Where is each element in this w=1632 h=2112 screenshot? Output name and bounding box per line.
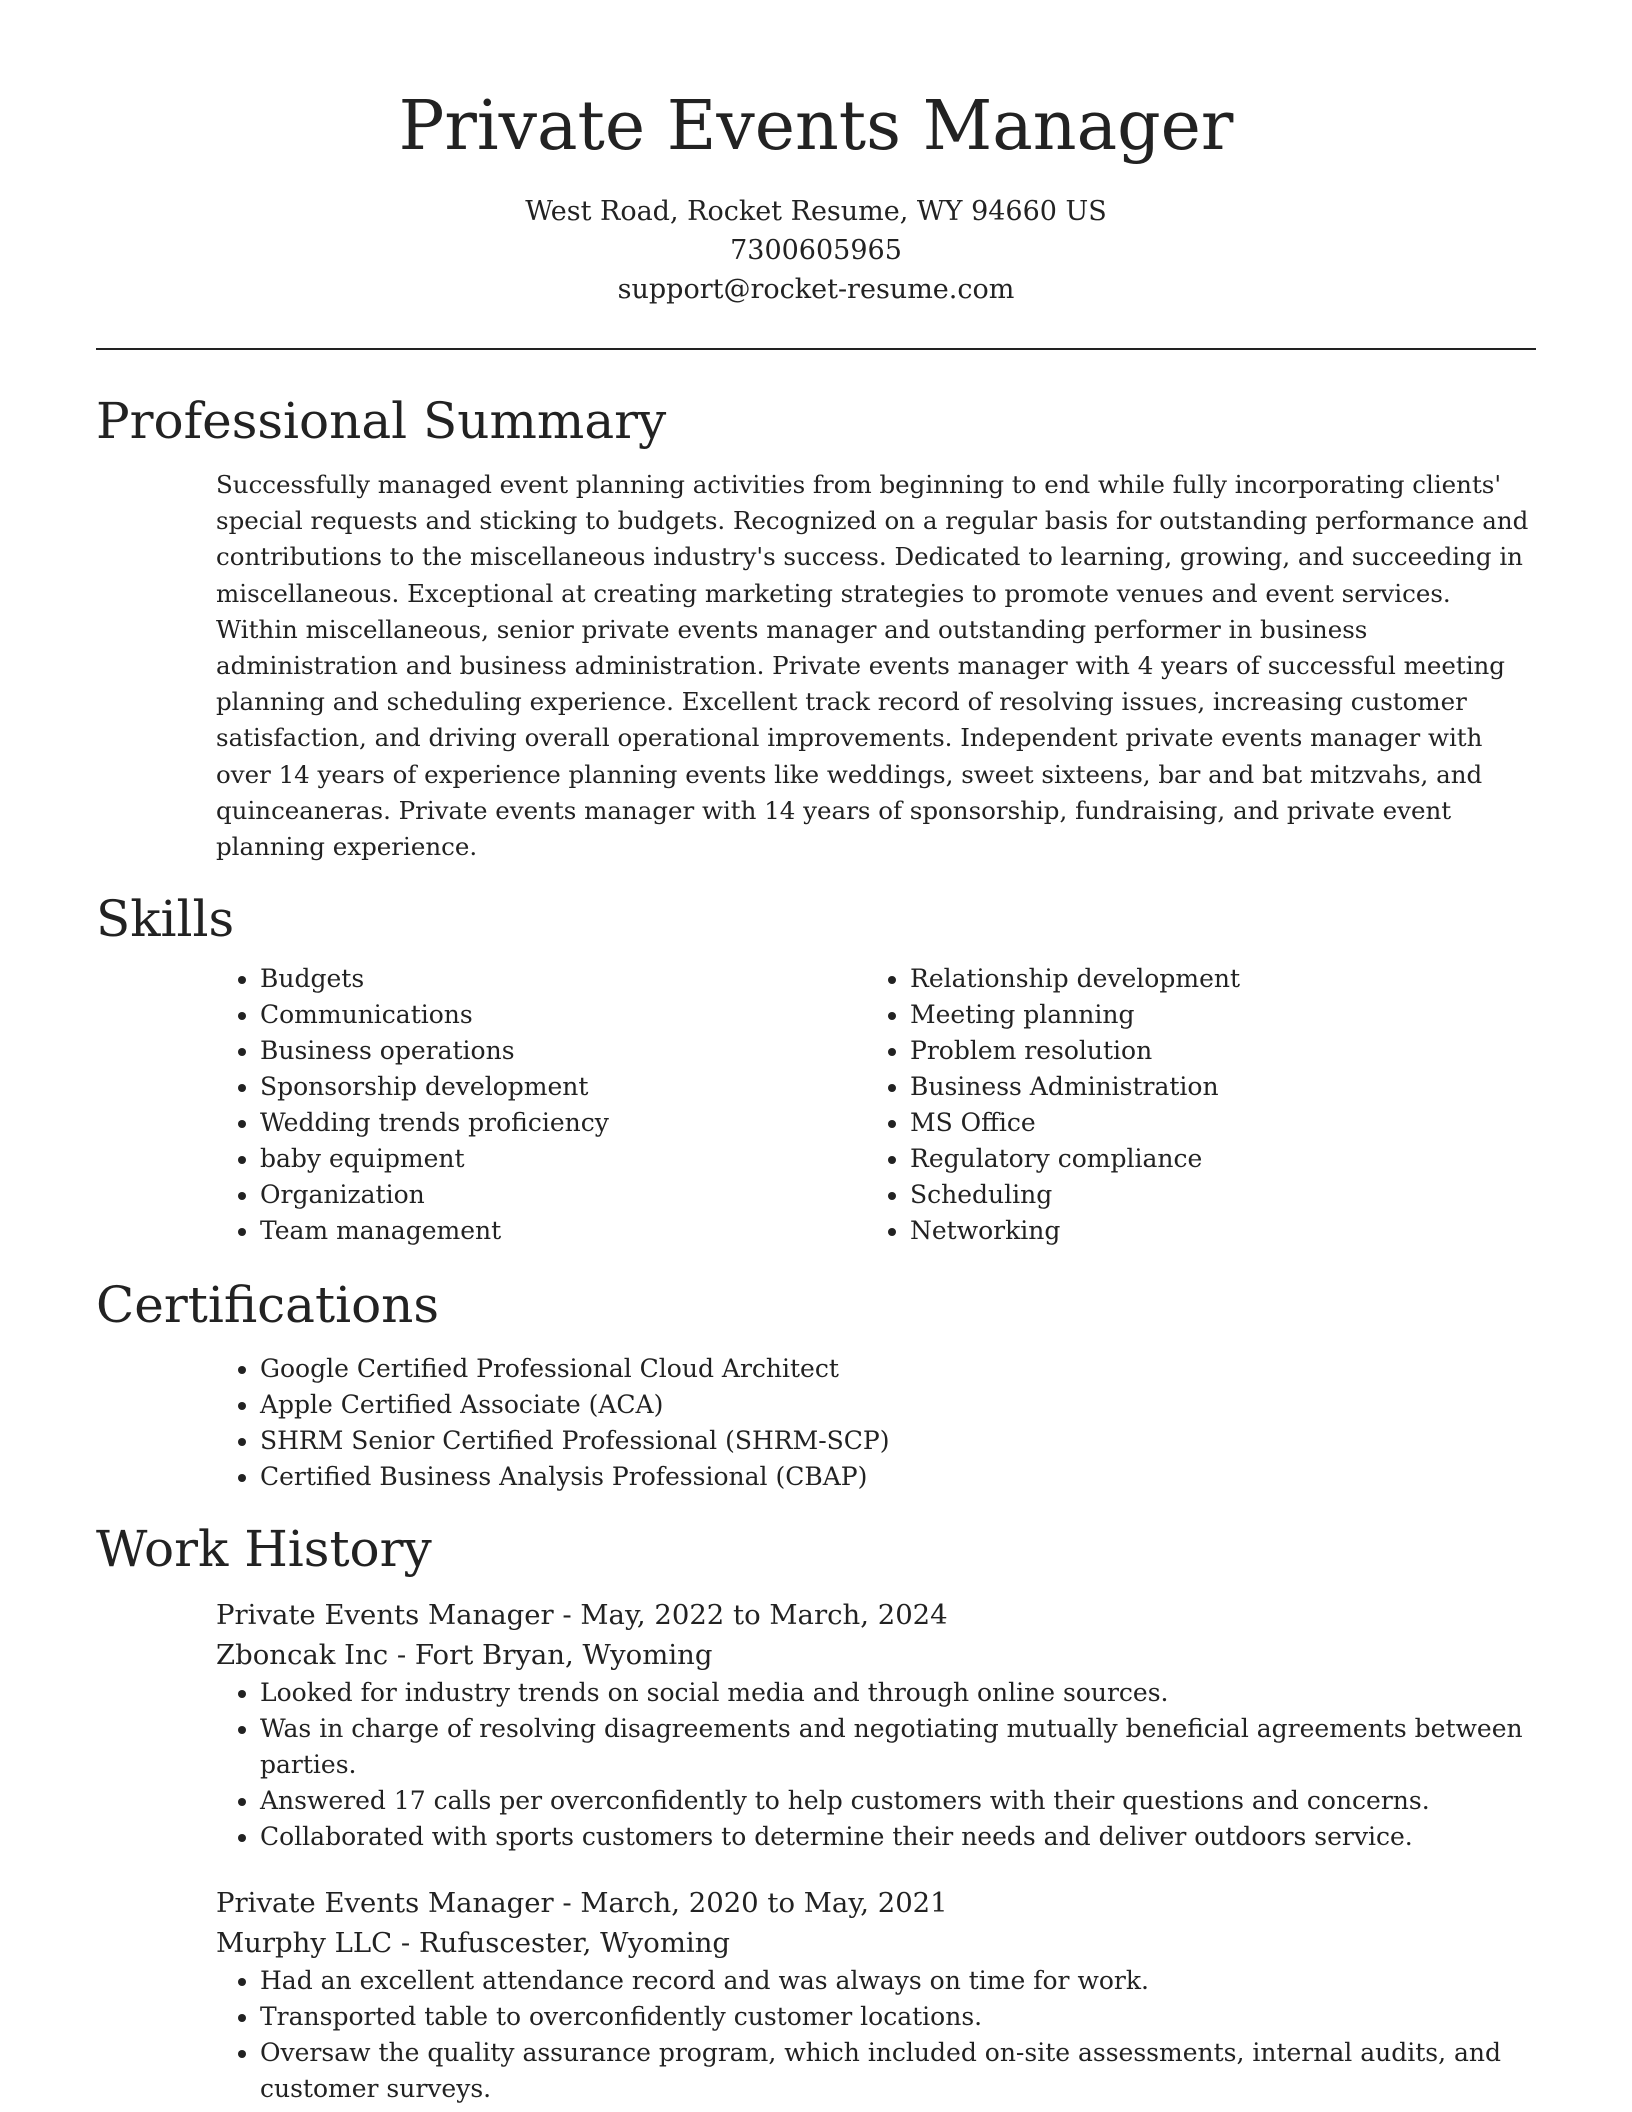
certifications-section xyxy=(216,1351,1536,1495)
skill-item: • Wedding trends proficiency xyxy=(260,1105,866,1141)
job-title-line: Private Events Manager - March, 2020 to May, 2021 xyxy=(216,1887,948,1920)
certification-item: • Apple Certified Associate (ACA) xyxy=(260,1387,1536,1423)
skill-item: • Regulatory compliance xyxy=(910,1141,1536,1177)
resume-header xyxy=(96,0,1536,309)
skills-column-left xyxy=(216,961,866,1249)
certification-item: • SHRM Senior Certified Professional (SHRM-SCP) xyxy=(260,1423,1536,1459)
certifications-heading: Certifications xyxy=(96,1276,440,1335)
skill-item: • Organization xyxy=(260,1177,866,1213)
work-history-heading: Work History xyxy=(96,1520,432,1579)
job-bullet: • Answered 17 calls per overconfidently to help customers with their questions and concerns. xyxy=(260,1783,1536,1819)
job-bullet: • Oversaw the quality assurance program, which included on-site assessments, internal audits, and customer surveys. xyxy=(260,2035,1536,2107)
job-bullets xyxy=(216,1675,1536,1855)
skills-section xyxy=(216,961,1536,1249)
job-company-line: Zboncak Inc - Fort Bryan, Wyoming xyxy=(216,1639,713,1672)
skills-column-right xyxy=(866,961,1536,1249)
job-bullet: • Looked for industry trends on social media and through online sources. xyxy=(260,1675,1536,1711)
skill-item: • Business Administration xyxy=(910,1069,1536,1105)
job-entry xyxy=(216,1595,1536,1855)
skill-item: • Business operations xyxy=(260,1033,866,1069)
job-bullet: • Was in charge of resolving disagreements and negotiating mutually beneficial agreements between parties. xyxy=(260,1711,1536,1783)
job-bullet: • Transported table to overconfidently customer locations. xyxy=(260,1999,1536,2035)
resume-name: Private Events Manager xyxy=(398,87,1234,166)
summary-heading: Professional Summary xyxy=(96,392,667,450)
certification-item: • Certified Business Analysis Professional (CBAP) xyxy=(260,1459,1536,1495)
skill-item: • MS Office xyxy=(910,1105,1536,1141)
skill-item: • Communications xyxy=(260,997,866,1033)
skills-list-left xyxy=(216,961,866,1249)
job-title-line: Private Events Manager - May, 2022 to March, 2024 xyxy=(216,1599,948,1632)
contact-email: support@rocket-resume.com xyxy=(617,274,1015,305)
job-bullet: • Had an excellent attendance record and was always on time for work. xyxy=(260,1963,1536,1999)
job-entry xyxy=(216,1883,1536,2107)
certifications-list xyxy=(216,1351,1536,1495)
skill-item: • Relationship development xyxy=(910,961,1536,997)
certification-item: • Google Certified Professional Cloud Architect xyxy=(260,1351,1536,1387)
skill-item: • Sponsorship development xyxy=(260,1069,866,1105)
work-history-section xyxy=(216,1595,1536,2107)
skill-item: • Budgets xyxy=(260,961,866,997)
job-bullets xyxy=(216,1963,1536,2107)
skill-item: • Scheduling xyxy=(910,1177,1536,1213)
job-company-line: Murphy LLC - Rufuscester, Wyoming xyxy=(216,1927,731,1960)
skill-item: • Problem resolution xyxy=(910,1033,1536,1069)
skills-list-right xyxy=(866,961,1536,1249)
skill-item: • Meeting planning xyxy=(910,997,1536,1033)
job-bullet: • Collaborated with sports customers to determine their needs and deliver outdoors service. xyxy=(260,1819,1536,1855)
summary-text: Successfully managed event planning activities from beginning to end while fully incorporating clients' special requests and sticking to budgets. Recognized on a regular basis for outstanding performance and contributions to the miscellaneous industry's success. Dedicated to learning, growing, and succeeding in miscellaneous. Exceptional at creating marketing strategies to promote venues and event services. Within miscellaneous, senior private events manager and outstanding performer in business administration and business administration. Private events manager with 4 years of successful meeting planning and scheduling experience. Excellent track record of resolving issues, increasing customer satisfaction, and driving overall operational improvements. Independent private events manager with over 14 years of experience planning events like weddings, sweet sixteens, bar and bat mitzvahs, and quinceaneras. Private events manager with 14 years of sponsorship, fundraising, and private event planning experience. xyxy=(216,470,1529,862)
skills-heading: Skills xyxy=(96,890,235,949)
summary-section xyxy=(216,467,1536,865)
contact-phone: 7300605965 xyxy=(730,235,902,266)
resume-page xyxy=(96,0,1536,2107)
contact-address: West Road, Rocket Resume, WY 94660 US xyxy=(525,196,1107,227)
skill-item: • Networking xyxy=(910,1213,1536,1249)
skill-item: • Team management xyxy=(260,1213,866,1249)
skill-item: • baby equipment xyxy=(260,1141,866,1177)
header-divider xyxy=(96,348,1536,350)
